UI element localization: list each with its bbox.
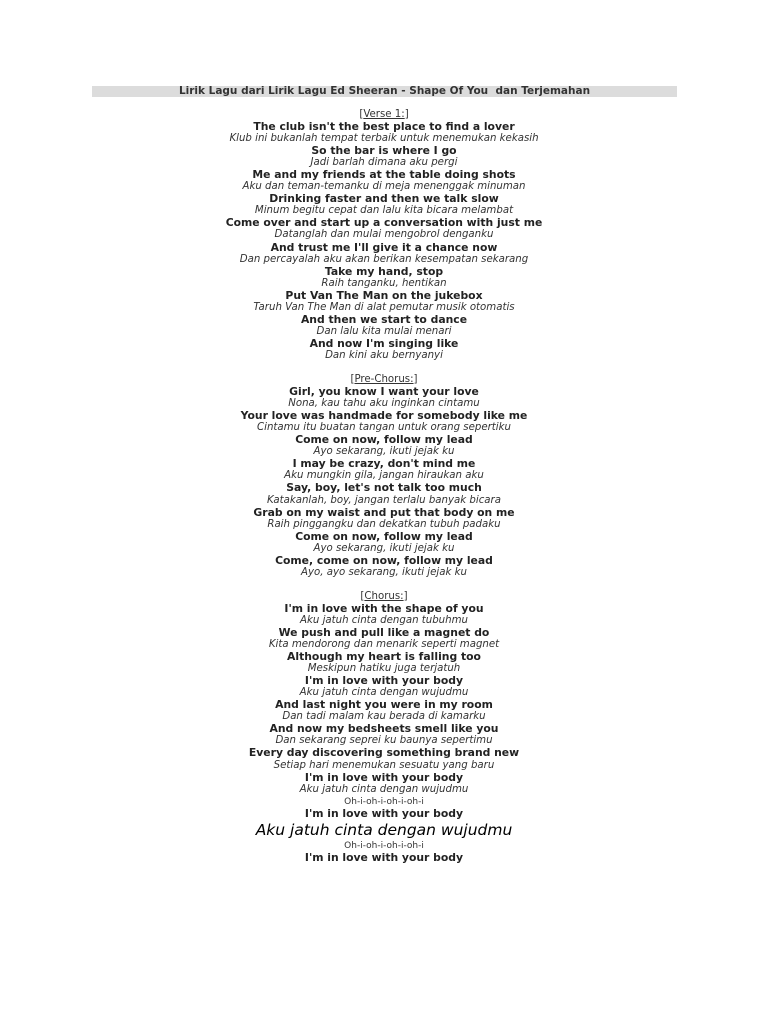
lyric-line: Put Van The Man on the jukebox: [285, 288, 483, 302]
lyric-line: Come over and start up a conversation with just me: [225, 216, 543, 230]
translation-line: Katakanlah, boy, jangan terlalu banyak bicara: [267, 494, 501, 506]
lyric-line: Drinking faster and then we talk slow: [269, 192, 499, 206]
translation-line: Dan sekarang seprei ku baunya sepertimu: [275, 735, 493, 747]
lyric-line: Come on now, follow my lead: [295, 433, 473, 447]
translation-line: Aku dan teman-temanku di meja menenggak minuman: [242, 181, 526, 193]
translation-line: Meskipun hatiku juga terjatuh: [307, 663, 461, 675]
lyric-line: I'm in love with the shape of you: [284, 601, 484, 615]
lyric-line: I'm in love with your body: [304, 806, 464, 820]
translation-line: Dan tadi malam kau berada di kamarku: [282, 711, 486, 723]
spacer: [0, 362, 768, 374]
lyric-line: Me and my friends at the table doing shots: [252, 168, 516, 182]
translation-line: Dan percayalah aku akan berikan kesempatan sekarang: [239, 253, 529, 265]
translation-line: Aku jatuh cinta dengan wujudmu: [299, 687, 469, 699]
section-label-verse1: [Verse 1:]: [359, 109, 409, 120]
lyric-line: Grab on my waist and put that body on me: [253, 505, 515, 519]
translation-line: Raih pinggangku dan dekatkan tubuh padaku: [267, 518, 501, 530]
large-translation-line: Aku jatuh cinta dengan wujudmu: [255, 820, 513, 839]
translation-line: Datanglah dan mulai mengobrol denganku: [274, 229, 494, 241]
document-title: Lirik Lagu dari Lirik Lagu Ed Sheeran - Shape Of You dan Terjemahan: [92, 86, 677, 97]
lyric-line: Your love was handmade for somebody like me: [240, 409, 528, 423]
lyric-line: I'm in love with your body: [304, 770, 464, 784]
section-label-prechorus: [Pre-Chorus:]: [350, 374, 418, 386]
translation-line: Setiap hari menemukan sesuatu yang baru: [273, 759, 495, 771]
lyric-line: Come, come on now, follow my lead: [275, 553, 493, 567]
translation-line: Aku jatuh cinta dengan tubuhmu: [300, 614, 468, 626]
translation-line: Klub ini bukanlah tempat terbaik untuk menemukan kekasih: [229, 133, 539, 145]
lyric-line: And now my bedsheets smell like you: [269, 722, 499, 736]
translation-line: Nona, kau tahu aku inginkan cintamu: [288, 398, 480, 410]
translation-line: Jadi barlah dimana aku pergi: [310, 157, 458, 169]
translation-line: Dan kini aku bernyanyi: [325, 349, 443, 361]
translation-line: Dan lalu kita mulai menari: [316, 325, 452, 337]
spacer: [0, 579, 768, 591]
translation-line: Cintamu itu buatan tangan untuk orang sepertiku: [257, 422, 511, 434]
lyrics-body: [0, 109, 768, 864]
lyric-line: So the bar is where I go: [311, 144, 457, 158]
translation-line: Kita mendorong dan menarik seperti magnet: [268, 639, 500, 651]
translation-line: Ayo sekarang, ikuti jejak ku: [313, 542, 455, 554]
vocal-line: Oh-i-oh-i-oh-i-oh-i: [344, 840, 424, 851]
translation-line: Ayo sekarang, ikuti jejak ku: [313, 446, 455, 458]
lyric-line: We push and pull like a magnet do: [278, 626, 490, 640]
translation-line: Taruh Van The Man di alat pemutar musik otomatis: [253, 301, 515, 313]
translation-line: Aku jatuh cinta dengan wujudmu: [299, 783, 469, 795]
lyric-line: And now I'm singing like: [309, 336, 459, 350]
lyric-line: Take my hand, stop: [324, 264, 444, 278]
lyric-line: And trust me I'll give it a chance now: [270, 240, 498, 254]
translation-line: Ayo, ayo sekarang, ikuti jejak ku: [301, 566, 467, 578]
lyric-line: I'm in love with your body: [304, 850, 464, 864]
lyric-line: Every day discovering something brand new: [248, 746, 520, 760]
lyric-line: And last night you were in my room: [275, 698, 493, 712]
translation-line: Aku mungkin gila, jangan hiraukan aku: [284, 470, 484, 482]
lyric-line: Say, boy, let's not talk too much: [286, 481, 482, 495]
lyric-line: Come on now, follow my lead: [295, 529, 473, 543]
translation-line: Minum begitu cepat dan lalu kita bicara melambat: [254, 205, 514, 217]
lyric-line: Girl, you know I want your love: [289, 385, 479, 399]
translation-line: Raih tanganku, hentikan: [321, 277, 447, 289]
lyric-line: Although my heart is falling too: [287, 650, 481, 664]
lyric-line: I may be crazy, don't mind me: [292, 457, 476, 471]
vocal-line: Oh-i-oh-i-oh-i-oh-i: [344, 796, 424, 807]
lyric-line: And then we start to dance: [300, 312, 468, 326]
section-label-chorus: [Chorus:]: [360, 590, 408, 602]
lyric-line: The club isn't the best place to find a lover: [253, 120, 515, 134]
lyric-line: I'm in love with your body: [304, 674, 464, 688]
